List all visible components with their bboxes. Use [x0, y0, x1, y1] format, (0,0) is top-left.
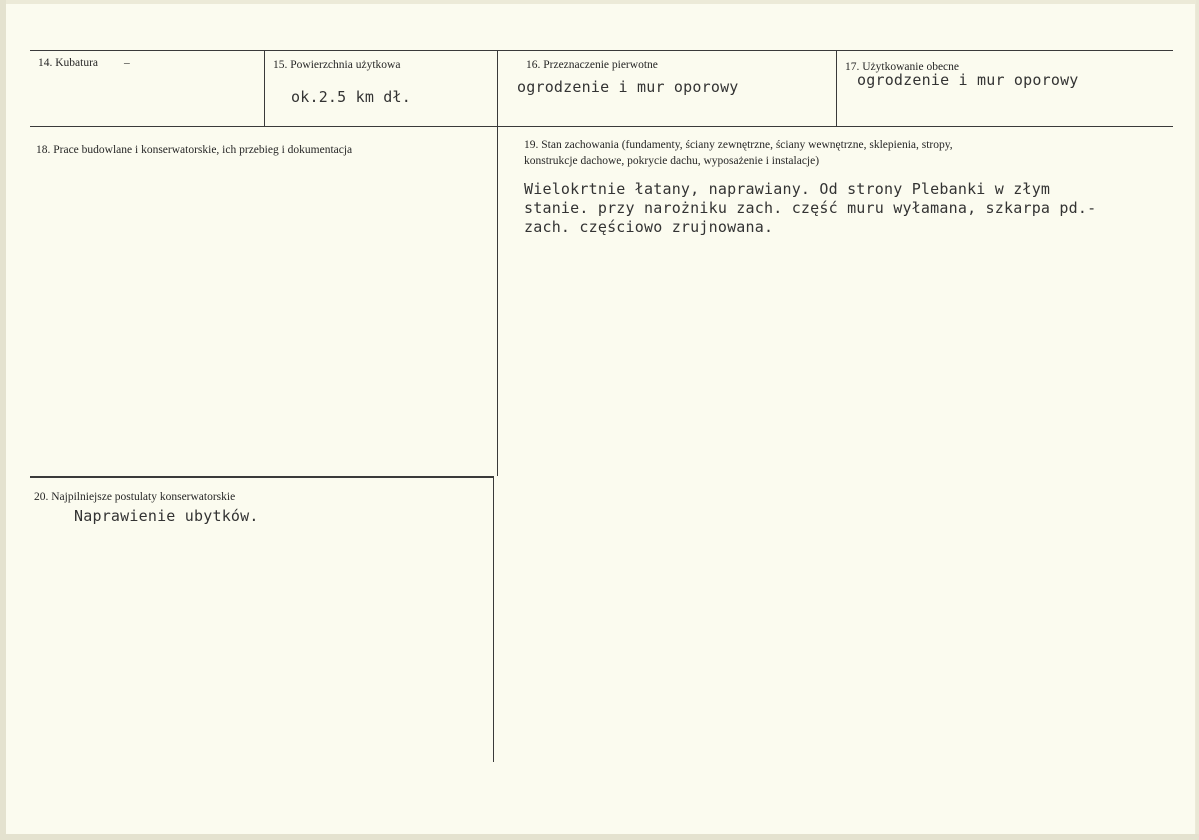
field-20-label: 20. Najpilniejsze postulaty konserwatorskie: [34, 491, 236, 503]
left-mid-rule: [30, 476, 494, 478]
field-19-label-line1: 19. Stan zachowania (fundamenty, ściany zewnętrzne, ściany wewnętrzne, sklepienia, stropy,: [524, 139, 953, 151]
field-18-label: 18. Prace budowlane i konserwatorskie, ich przebieg i dokumentacja: [36, 144, 353, 156]
field-16-value: ogrodzenie i mur oporowy: [517, 78, 739, 96]
card-edge-bottom: [0, 834, 1199, 840]
row1-bottom-rule: [30, 126, 1173, 127]
field-20-value: Naprawienie ubytków.: [74, 507, 259, 525]
divider-left-column: [493, 476, 494, 762]
card-edge-left: [0, 0, 6, 840]
divider-15-16: [497, 50, 498, 476]
field-19-value: Wielokrtnie łatany, naprawiany. Od strony Plebanki w złym stanie. przy narożniku zach. część muru wyłamana, szkarpa pd.- zach. częściowo zrujnowana.: [524, 180, 1097, 236]
divider-16-17: [836, 50, 837, 126]
divider-14-15: [264, 50, 265, 126]
field-17-label: 17. Użytkowanie obecne: [845, 61, 960, 73]
top-rule: [30, 50, 1173, 51]
field-15-label: 15. Powierzchnia użytkowa: [273, 59, 401, 71]
field-14-value: –: [124, 57, 130, 69]
field-17-value: ogrodzenie i mur oporowy: [857, 71, 1079, 89]
field-14-label: 14. Kubatura: [38, 57, 99, 69]
field-16-label: 16. Przeznaczenie pierwotne: [526, 59, 658, 71]
field-15-value: ok.2.5 km dł.: [291, 88, 411, 106]
field-19-label-line2: konstrukcje dachowe, pokrycie dachu, wyposażenie i instalacje): [524, 155, 820, 167]
